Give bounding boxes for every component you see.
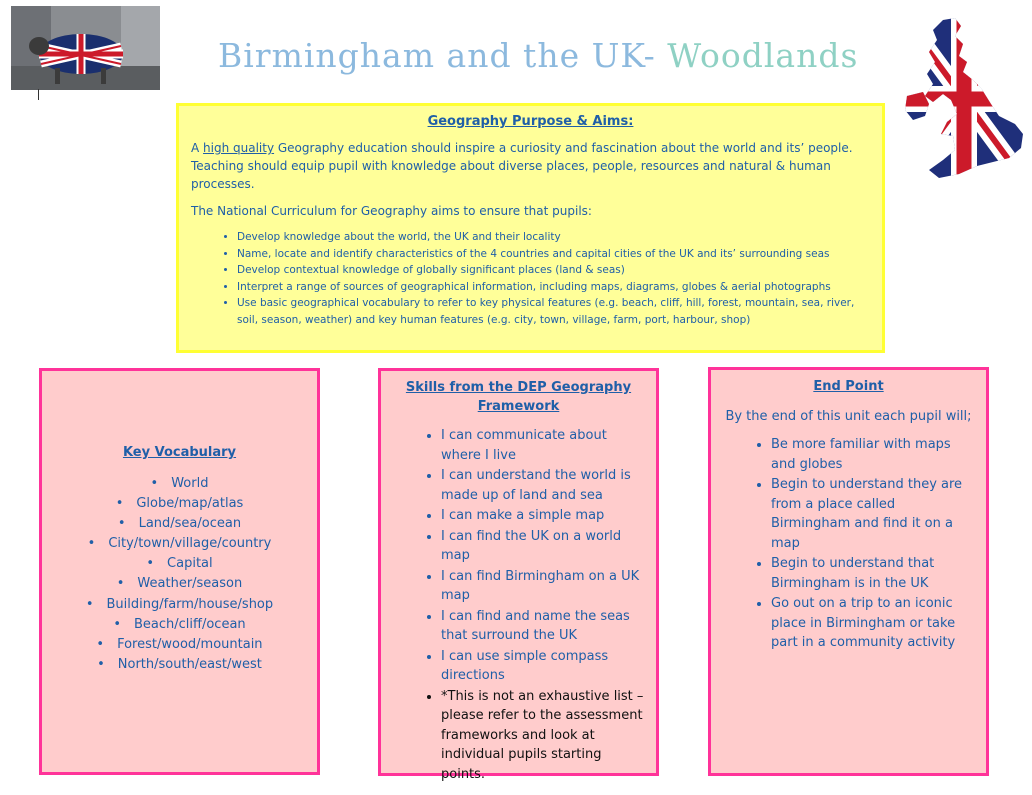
aims-heading-aims: & Aims:: [572, 114, 634, 129]
title-topic: Woodlands: [667, 36, 859, 75]
endpoint-intro: By the end of this unit each pupil will;: [725, 409, 972, 424]
vocabulary-item: • Weather/season: [42, 574, 317, 594]
end-point-panel: [708, 367, 989, 776]
endpoint-item: • Go out on a trip to an iconic place in Birmingham or take part in a community activity: [771, 594, 974, 653]
endpoint-item: • Begin to understand they are from a place called Birmingham and find it on a map: [771, 475, 974, 553]
text-cursor: [38, 89, 39, 100]
skill-item: • I can find and name the seas that surround the UK: [441, 607, 644, 646]
skills-panel: [378, 368, 659, 782]
aims-heading: [191, 114, 870, 129]
skill-item: • I can make a simple map: [441, 506, 644, 526]
aims-intro-suffix: Geography education should inspire a curiosity and fascination about the world and its’ people. Teaching should equip pupil with knowledge about diverse places, people, resources and natural & human processes.: [191, 141, 853, 191]
page-title: [218, 36, 859, 75]
skills-list: [381, 426, 656, 784]
aims-list-item: • Name, locate and identify characteristics of the 4 countries and capital cities of the UK and its’ surrounding seas: [237, 246, 870, 263]
title-location: Birmingham and the UK-: [218, 36, 668, 75]
aims-intro: [191, 139, 870, 193]
aims-list-item: • Interpret a range of sources of geographical information, including maps, diagrams, globes & aerial photographs: [237, 279, 870, 296]
skill-item: • I can communicate about where I live: [441, 426, 644, 465]
aims-list-item: • Develop knowledge about the world, the UK and their locality: [237, 229, 870, 246]
endpoint-list: [711, 435, 986, 653]
vocabulary-item: • Beach/cliff/ocean: [42, 615, 317, 635]
vocabulary-item: • Building/farm/house/shop: [42, 595, 317, 615]
uk-map-flag-image: [903, 16, 1025, 182]
skill-item: • I can understand the world is made up of land and sea: [441, 466, 644, 505]
skill-item: • I can find the UK on a world map: [441, 527, 644, 566]
vocabulary-item: • Land/sea/ocean: [42, 514, 317, 534]
vocabulary-heading: Key Vocabulary: [122, 445, 237, 460]
key-vocabulary-panel: [39, 368, 320, 775]
skills-note: • *This is not an exhaustive list – please refer to the assessment frameworks and look at individual pupils starting points.: [441, 687, 644, 785]
endpoint-heading: End Point: [813, 379, 884, 394]
endpoint-item: • Begin to understand that Birmingham is in the UK: [771, 554, 974, 593]
vocabulary-item: • Globe/map/atlas: [42, 494, 317, 514]
aims-intro-underlined: high quality: [203, 141, 275, 155]
vocabulary-list: [42, 474, 317, 675]
vocabulary-item: • North/south/east/west: [42, 655, 317, 675]
skills-heading: Skills from the DEP Geography Framework: [405, 380, 632, 414]
aims-list-item: • Use basic geographical vocabulary to refer to key physical features (e.g. beach, cliff, hill, forest, mountain, sea, river, soil, season, weather) and key human features (e.g. city, town, village, farm, port, harbour, shop): [237, 295, 870, 328]
bull-statue-photo: [11, 6, 160, 90]
aims-heading-purpose: Geography Purpose: [427, 114, 573, 129]
vocabulary-item: • World: [42, 474, 317, 494]
skill-item: • I can find Birmingham on a UK map: [441, 567, 644, 606]
purpose-aims-panel: [176, 103, 885, 353]
vocabulary-item: • Capital: [42, 554, 317, 574]
curriculum-text: The National Curriculum for Geography aims to ensure that pupils:: [191, 204, 592, 218]
aims-list-item: • Develop contextual knowledge of globally significant places (land & seas): [237, 262, 870, 279]
endpoint-item: • Be more familiar with maps and globes: [771, 435, 974, 474]
aims-intro-prefix: A: [191, 141, 204, 155]
aims-list: [191, 229, 870, 328]
skill-item: • I can use simple compass directions: [441, 647, 644, 686]
vocabulary-item: • City/town/village/country: [42, 534, 317, 554]
vocabulary-item: • Forest/wood/mountain: [42, 635, 317, 655]
